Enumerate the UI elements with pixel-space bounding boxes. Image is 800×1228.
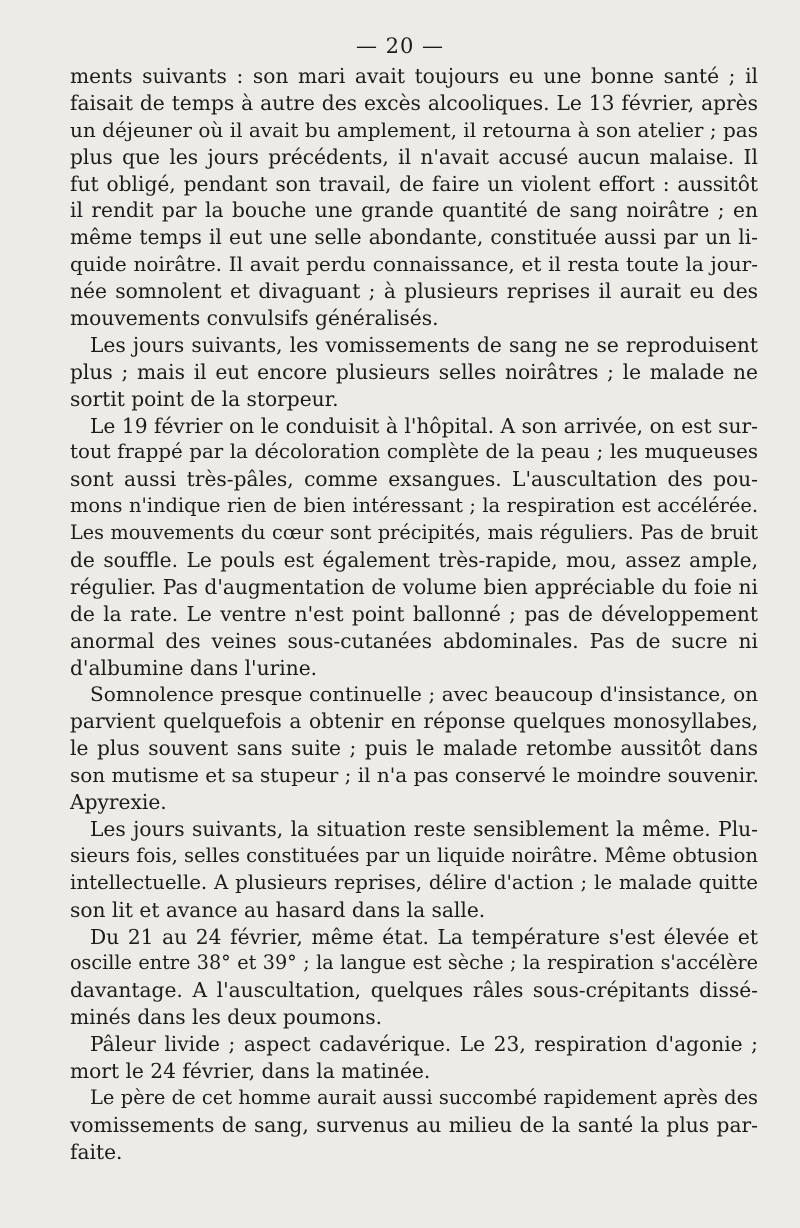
page-body-text <box>70 63 758 1166</box>
text-line: Le père de cet homme aurait aussi succombé rapidement après des <box>90 1085 758 1109</box>
text-line: fut obligé, pendant son travail, de faire un violent effort : aussitôt <box>70 171 758 196</box>
text-line: son mutisme et sa stupeur ; il n'a pas conservé le moindre souvenir. <box>70 763 759 788</box>
text-line: née somnolent et divaguant ; à plusieurs reprises il aurait eu des <box>70 279 758 304</box>
text-line: plus que les jours précédents, il n'avait accusé aucun malaise. Il <box>70 144 758 169</box>
text-line: son lit et avance au hasard dans la salle. <box>70 897 486 922</box>
text-line: sont aussi très-pâles, comme exsangues. L'auscultation des pou- <box>70 467 758 492</box>
page-number: — 20 — <box>355 34 445 58</box>
text-line: sortit point de la storpeur. <box>70 386 339 411</box>
text-line: tout frappé par la décoloration complète de la peau ; les muqueuses <box>70 440 758 464</box>
text-line: de la rate. Le ventre n'est point ballonné ; pas de développement <box>70 601 758 626</box>
text-line: mons n'indique rien de bien intéressant ; la respiration est accélérée. <box>70 494 758 518</box>
text-line: parvient quelquefois a obtenir en réponse quelques monosyllabes, <box>70 709 758 734</box>
text-line: de souffle. Le pouls est également très-rapide, mou, assez ample, <box>70 548 758 573</box>
text-line: anormal des veines sous-cutanées abdominales. Pas de sucre ni <box>70 628 758 653</box>
text-line: Les mouvements du cœur sont précipités, mais réguliers. Pas de bruit <box>70 521 758 545</box>
text-line: ments suivants : son mari avait toujours eu une bonne santé ; il <box>70 64 758 88</box>
text-line: minés dans les deux poumons. <box>70 1005 383 1030</box>
text-line: il rendit par la bouche une grande quantité de sang noirâtre ; en <box>70 198 758 223</box>
text-line: Apyrexie. <box>70 790 167 815</box>
text-line: régulier. Pas d'augmentation de volume bien appréciable du foie ni <box>70 574 758 599</box>
text-line: Les jours suivants, la situation reste sensiblement la même. Plu- <box>90 816 758 841</box>
text-line: Du 21 au 24 février, même état. La température s'est élevée et <box>90 924 758 949</box>
text-line: mouvements convulsifs généralisés. <box>70 306 439 331</box>
text-line: le plus souvent sans suite ; puis le malade retombe aussitôt dans <box>70 736 758 761</box>
text-line: un déjeuner où il avait bu amplement, il retourna à son atelier ; pas <box>70 117 758 142</box>
text-line: intellectuelle. A plusieurs reprises, délire d'action ; le malade quitte <box>70 870 758 894</box>
text-line: quide noirâtre. Il avait perdu connaissance, et il resta toute la jour- <box>70 252 758 277</box>
text-line: Le 19 février on le conduisit à l'hôpital. A son arrivée, on est sur- <box>90 413 758 438</box>
text-line: davantage. A l'auscultation, quelques râles sous-crépitants dissé- <box>70 978 758 1003</box>
text-line: faisait de temps à autre des excès alcooliques. Le 13 février, après <box>70 90 758 115</box>
text-line: vomissements de sang, survenus au milieu de la santé la plus par- <box>70 1112 758 1137</box>
text-line: sieurs fois, selles constituées par un liquide noirâtre. Même obtusion <box>70 843 758 867</box>
text-line: même temps il eut une selle abondante, constituée aussi par un li- <box>70 225 758 250</box>
text-line: Somnolence presque continuelle ; avec beaucoup d'insistance, on <box>90 682 758 707</box>
text-line: mort le 24 février, dans la matinée. <box>70 1058 431 1083</box>
text-line: plus ; mais il eut encore plusieurs selles noirâtres ; le malade ne <box>70 359 758 384</box>
text-line: Pâleur livide ; aspect cadavérique. Le 23, respiration d'agonie ; <box>90 1032 758 1057</box>
text-line: d'albumine dans l'urine. <box>70 655 318 680</box>
text-line: Les jours suivants, les vomissements de sang ne se reproduisent <box>90 332 758 357</box>
text-line: faite. <box>70 1139 123 1164</box>
text-line: oscille entre 38° et 39° ; la langue est sèche ; la respiration s'accélère <box>70 951 758 975</box>
